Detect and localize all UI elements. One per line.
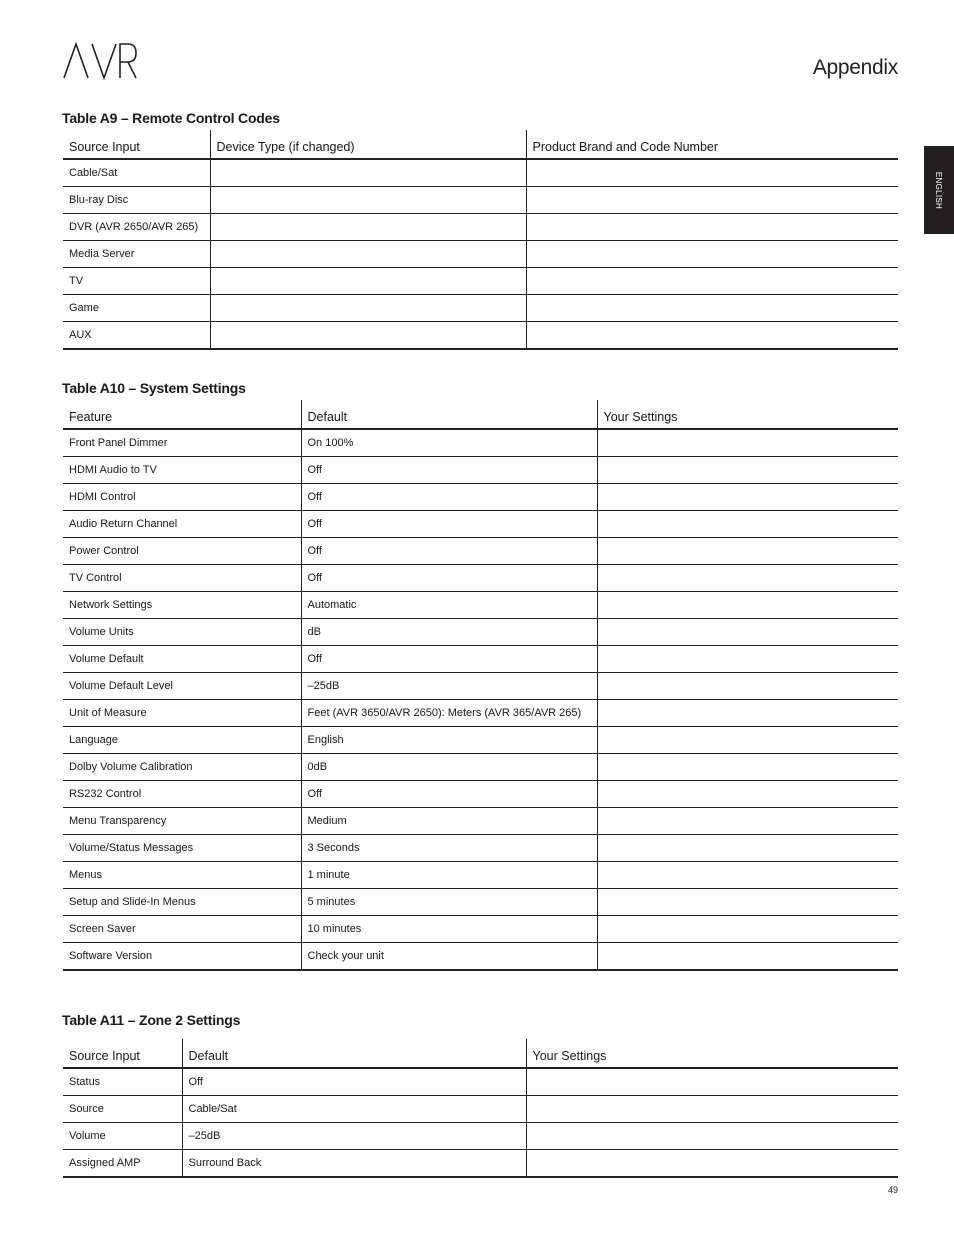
table-cell: Game bbox=[63, 295, 210, 322]
fill-in-cell[interactable] bbox=[526, 295, 898, 322]
fill-in-cell[interactable] bbox=[597, 673, 898, 700]
fill-in-cell[interactable] bbox=[597, 727, 898, 754]
fill-in-cell[interactable] bbox=[597, 862, 898, 889]
table-cell: Language bbox=[63, 727, 301, 754]
column-header: Default bbox=[182, 1039, 526, 1068]
fill-in-cell[interactable] bbox=[526, 1123, 898, 1150]
avr-logo-mark bbox=[62, 40, 138, 80]
table-cell: Assigned AMP bbox=[63, 1150, 182, 1178]
table-a9-caption: Table A9 – Remote Control Codes bbox=[62, 110, 280, 126]
column-header: Source Input bbox=[63, 130, 210, 159]
fill-in-cell[interactable] bbox=[210, 322, 526, 350]
table-row bbox=[63, 592, 898, 619]
header-row bbox=[63, 1039, 898, 1068]
table-cell: Off bbox=[301, 457, 597, 484]
table-cell: Network Settings bbox=[63, 592, 301, 619]
table-row bbox=[63, 700, 898, 727]
table-row bbox=[63, 538, 898, 565]
table-cell: Source bbox=[63, 1096, 182, 1123]
table-row bbox=[63, 565, 898, 592]
table-a9-remote-codes bbox=[63, 130, 898, 350]
fill-in-cell[interactable] bbox=[597, 511, 898, 538]
header-row bbox=[63, 130, 898, 159]
table-cell: Cable/Sat bbox=[182, 1096, 526, 1123]
table-cell: Surround Back bbox=[182, 1150, 526, 1178]
table-cell: HDMI Control bbox=[63, 484, 301, 511]
section-title: Appendix bbox=[812, 56, 898, 79]
table-row bbox=[63, 429, 898, 457]
language-tab[interactable] bbox=[924, 146, 954, 234]
table-cell: Off bbox=[301, 646, 597, 673]
table-cell: RS232 Control bbox=[63, 781, 301, 808]
fill-in-cell[interactable] bbox=[210, 187, 526, 214]
table-row bbox=[63, 862, 898, 889]
table-cell: –25dB bbox=[182, 1123, 526, 1150]
table-cell: 3 Seconds bbox=[301, 835, 597, 862]
fill-in-cell[interactable] bbox=[597, 889, 898, 916]
fill-in-cell[interactable] bbox=[597, 565, 898, 592]
fill-in-cell[interactable] bbox=[597, 700, 898, 727]
fill-in-cell[interactable] bbox=[210, 159, 526, 187]
fill-in-cell[interactable] bbox=[526, 159, 898, 187]
table-cell: Front Panel Dimmer bbox=[63, 429, 301, 457]
table-cell: Blu-ray Disc bbox=[63, 187, 210, 214]
fill-in-cell[interactable] bbox=[597, 916, 898, 943]
table-row bbox=[63, 214, 898, 241]
header-row bbox=[63, 400, 898, 429]
fill-in-cell[interactable] bbox=[597, 808, 898, 835]
table-cell: –25dB bbox=[301, 673, 597, 700]
table-row bbox=[63, 808, 898, 835]
table-row bbox=[63, 187, 898, 214]
fill-in-cell[interactable] bbox=[597, 484, 898, 511]
fill-in-cell[interactable] bbox=[526, 1150, 898, 1178]
fill-in-cell[interactable] bbox=[597, 619, 898, 646]
fill-in-cell[interactable] bbox=[597, 429, 898, 457]
table-cell: On 100% bbox=[301, 429, 597, 457]
fill-in-cell[interactable] bbox=[597, 835, 898, 862]
column-header: Device Type (if changed) bbox=[210, 130, 526, 159]
fill-in-cell[interactable] bbox=[526, 268, 898, 295]
fill-in-cell[interactable] bbox=[597, 538, 898, 565]
language-tab-label: ENGLISH bbox=[934, 171, 944, 209]
fill-in-cell[interactable] bbox=[210, 241, 526, 268]
fill-in-cell[interactable] bbox=[210, 214, 526, 241]
table-row bbox=[63, 268, 898, 295]
column-header: Feature bbox=[63, 400, 301, 429]
table-row bbox=[63, 1123, 898, 1150]
fill-in-cell[interactable] bbox=[597, 457, 898, 484]
table-row bbox=[63, 484, 898, 511]
table-cell: Volume bbox=[63, 1123, 182, 1150]
table-cell: Automatic bbox=[301, 592, 597, 619]
table-cell: 10 minutes bbox=[301, 916, 597, 943]
table-cell: Power Control bbox=[63, 538, 301, 565]
table-row bbox=[63, 754, 898, 781]
table-a10-caption: Table A10 – System Settings bbox=[62, 380, 246, 396]
table-cell: Dolby Volume Calibration bbox=[63, 754, 301, 781]
table-cell: Volume/Status Messages bbox=[63, 835, 301, 862]
column-header: Source Input bbox=[63, 1039, 182, 1068]
table-cell: Volume Units bbox=[63, 619, 301, 646]
fill-in-cell[interactable] bbox=[526, 1068, 898, 1096]
fill-in-cell[interactable] bbox=[597, 781, 898, 808]
table-cell: Off bbox=[301, 511, 597, 538]
table-a11-zone2-settings bbox=[63, 1039, 898, 1178]
column-header: Product Brand and Code Number bbox=[526, 130, 898, 159]
table-cell: Feet (AVR 3650/AVR 2650): Meters (AVR 365/AVR 265) bbox=[301, 700, 597, 727]
table-cell: 5 minutes bbox=[301, 889, 597, 916]
table-cell: TV Control bbox=[63, 565, 301, 592]
table-row bbox=[63, 457, 898, 484]
table-row bbox=[63, 835, 898, 862]
table-cell: Setup and Slide-In Menus bbox=[63, 889, 301, 916]
column-header: Your Settings bbox=[597, 400, 898, 429]
table-row bbox=[63, 159, 898, 187]
table-cell: Cable/Sat bbox=[63, 159, 210, 187]
table-row bbox=[63, 295, 898, 322]
table-cell: Screen Saver bbox=[63, 916, 301, 943]
table-row bbox=[63, 781, 898, 808]
fill-in-cell[interactable] bbox=[597, 754, 898, 781]
table-cell: Check your unit bbox=[301, 943, 597, 971]
table-row bbox=[63, 889, 898, 916]
table-row bbox=[63, 943, 898, 971]
fill-in-cell[interactable] bbox=[597, 592, 898, 619]
avr-logo bbox=[62, 40, 138, 80]
table-row bbox=[63, 1150, 898, 1178]
table-row bbox=[63, 322, 898, 350]
table-cell: dB bbox=[301, 619, 597, 646]
fill-in-cell[interactable] bbox=[526, 1096, 898, 1123]
table-row bbox=[63, 511, 898, 538]
table-row bbox=[63, 646, 898, 673]
fill-in-cell[interactable] bbox=[210, 268, 526, 295]
fill-in-cell[interactable] bbox=[210, 295, 526, 322]
table-cell: Off bbox=[301, 781, 597, 808]
table-cell: TV bbox=[63, 268, 210, 295]
table-cell: Audio Return Channel bbox=[63, 511, 301, 538]
table-cell: Off bbox=[182, 1068, 526, 1096]
table-cell: Software Version bbox=[63, 943, 301, 971]
fill-in-cell[interactable] bbox=[597, 646, 898, 673]
table-row bbox=[63, 619, 898, 646]
table-cell: AUX bbox=[63, 322, 210, 350]
table-row bbox=[63, 727, 898, 754]
fill-in-cell[interactable] bbox=[526, 241, 898, 268]
table-row bbox=[63, 673, 898, 700]
table-cell: English bbox=[301, 727, 597, 754]
fill-in-cell[interactable] bbox=[526, 214, 898, 241]
table-cell: Medium bbox=[301, 808, 597, 835]
table-cell: Off bbox=[301, 565, 597, 592]
fill-in-cell[interactable] bbox=[526, 187, 898, 214]
table-cell: 1 minute bbox=[301, 862, 597, 889]
table-row bbox=[63, 1068, 898, 1096]
table-cell: Media Server bbox=[63, 241, 210, 268]
table-cell: Volume Default bbox=[63, 646, 301, 673]
table-cell: DVR (AVR 2650/AVR 265) bbox=[63, 214, 210, 241]
table-cell: Off bbox=[301, 538, 597, 565]
table-cell: Unit of Measure bbox=[63, 700, 301, 727]
table-row bbox=[63, 916, 898, 943]
page-number: 49 bbox=[887, 1185, 898, 1195]
column-header: Default bbox=[301, 400, 597, 429]
column-header: Your Settings bbox=[526, 1039, 898, 1068]
table-a10-system-settings bbox=[63, 400, 898, 971]
table-a11-caption: Table A11 – Zone 2 Settings bbox=[62, 1012, 241, 1028]
table-cell: Volume Default Level bbox=[63, 673, 301, 700]
table-cell: 0dB bbox=[301, 754, 597, 781]
table-cell: Status bbox=[63, 1068, 182, 1096]
table-cell: Off bbox=[301, 484, 597, 511]
fill-in-cell[interactable] bbox=[597, 943, 898, 971]
table-cell: Menus bbox=[63, 862, 301, 889]
table-cell: HDMI Audio to TV bbox=[63, 457, 301, 484]
table-row bbox=[63, 1096, 898, 1123]
table-cell: Menu Transparency bbox=[63, 808, 301, 835]
table-row bbox=[63, 241, 898, 268]
fill-in-cell[interactable] bbox=[526, 322, 898, 350]
